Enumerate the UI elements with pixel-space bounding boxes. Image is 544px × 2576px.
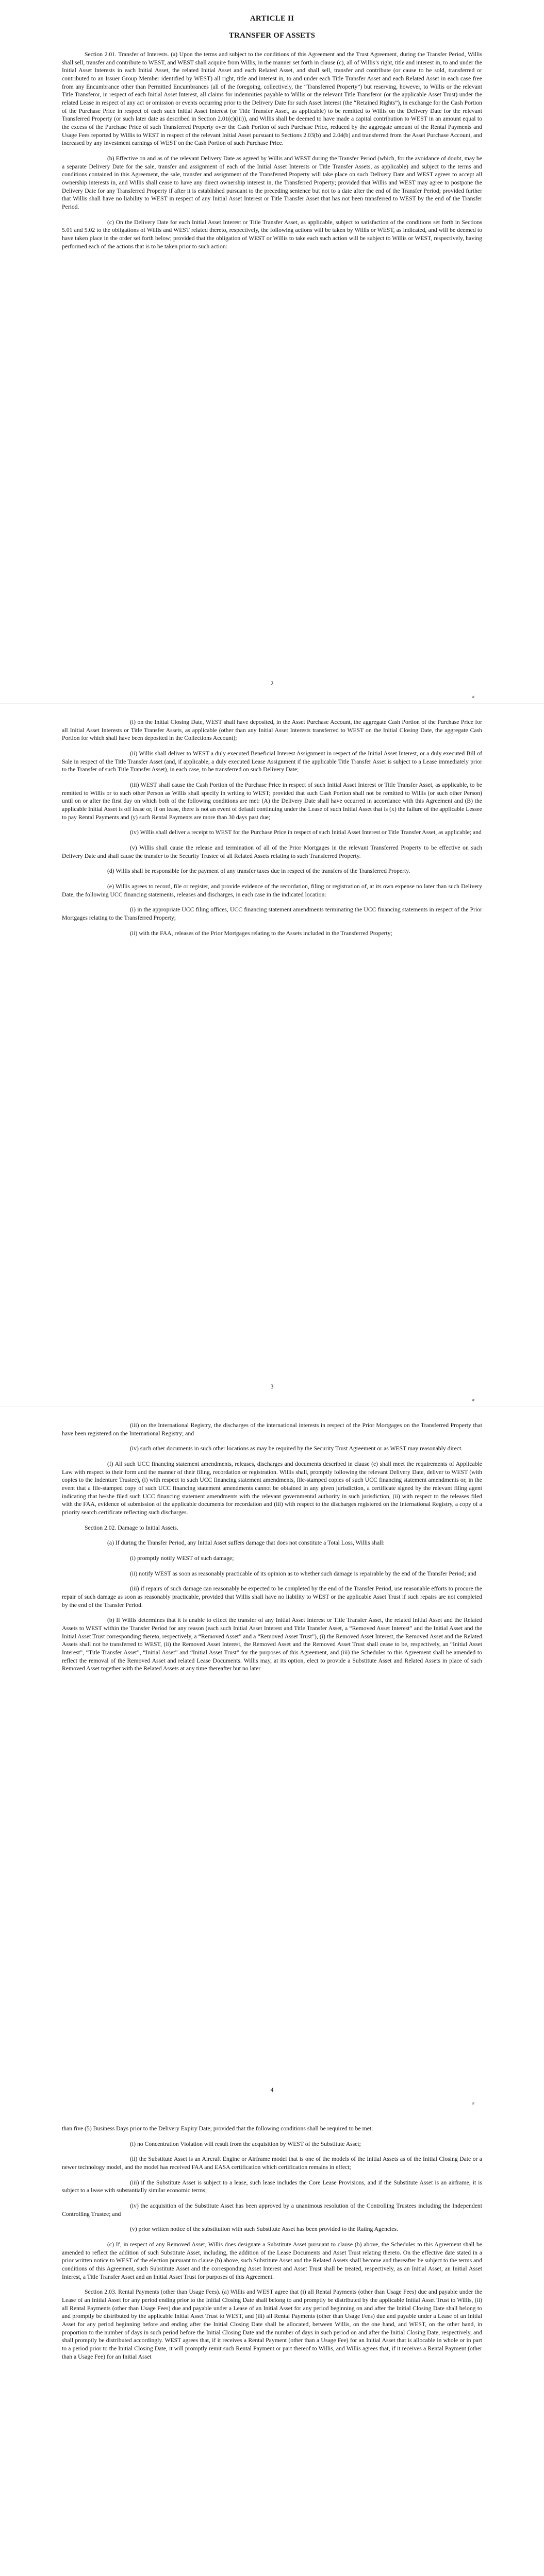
document-code: # (472, 2101, 474, 2106)
subparagraph-iii: (iii) if repairs of such damage can reasonably be expected to be completed by the end of the Transfer Period, use reasonable efforts to procure the repair of such damage as soon as reasonably practicable, provided that Willis shall have no liability to WEST or the applicable Asset Trust if such repairs are not completed by the end of the Transfer Period. (62, 1585, 482, 1608)
page-2 (0, 703, 544, 1406)
subparagraph-iv: (iv) the acquisition of the Substitute Asset has been approved by a unanimous resolution of the Controlling Trustees including the Independent Controlling Trustee; and (62, 2202, 482, 2217)
paragraph-e: (e) Willis agrees to record, file or register, and provide evidence of the recordation, filing or registration of, at its own expense no later than such Delivery Date, the following UCC financing statements, releases and discharges, in each case in the indicated location: (62, 883, 482, 898)
subparagraph-ii: (ii) the Substitute Asset is an Aircraft Engine or Airframe model that is one of the models of the Initial Assets as of the Initial Closing Date or a newer technology model, and the model has received FAA and EASA certification which certification remains in effect; (62, 2156, 482, 2171)
page-1 (0, 0, 544, 703)
subparagraph-i: (i) no Concentration Violation will result from the acquisition by WEST of the Substitute Asset; (130, 2140, 361, 2147)
subparagraph-iii: (iii) WEST shall cause the Cash Portion of the Purchase Price in respect of such Initial Asset Interest or Title Transfer Asset, as applicable, to be remitted to Willis or to such other Person as Willis shall specify in writing to WEST; provided that such Cash Portion shall not be remitted to Willis (or such other Person) until on or after the first day on which both of the following conditions are met: (A) the Delivery Date shall have occurred in accordance with this Agreement and (B) the applicable Initial Asset is off lease or, if on lease, there is not an event of default continuing under the Lease of such Initial Asset that is (x) the failure of the applicable Lessee to pay Rental Payments and (y) such Rental Payments are more than 30 days past due; (62, 782, 482, 821)
paragraph-d: (d) Willis shall be responsible for the payment of any transfer taxes due in respect of the transfers of the Transferred Property. (107, 868, 410, 875)
section-2-01-paragraph: Section 2.01. Transfer of Interests. (a) Upon the terms and subject to the conditions of this Agreement and the Trust Agreement, during the Transfer Period, Willis shall sell, transfer and contribute to WEST, and WEST shall acquire from Willis, in the manner set forth in clause (c), all of Willis’s right, title and interest in, to and under the Initial Asset Interests in each Initial Asset, the related Initial Asset and each Related Asset, and shall sell, transfer and contribute (or cause to be sold, transferred or contributed to an Issuer Group Member identified by WEST) all right, title and interest in, to and under each Title Transfer Asset and each Related Asset in each case free from any Encumbrance other than Permitted Encumbrances (all of the foregoing, collectively, the “Transferred Property”) but reserving, however, to Willis or the relevant Title Transferor, in respect of each Initial Asset Interest, all claims for indemnities payable to Willis or the relevant Title Transferor (or the applicable Asset Trust) under the related Lease in respect of any act or omission or events occurring prior to the Delivery Date for such Asset Interest (the “Retained Rights”), in exchange for the Cash Portion of the Purchase Price in respect of each such Initial Asset Interest (or Title Transfer Asset, as applicable) to be remitted to Willis on the Delivery Date for the relevant Transferred Property (or such later date as described in Section 2.01(c)(iii)), and Willis shall be deemed to have made a capital contribution to WEST in an amount equal to the excess of the Purchase Price of such Transferred Property over the Cash Portion of such Purchase Price, reduced by the aggregate amount of the Rental Payments and Usage Fees reported by Willis to WEST in respect of the relevant Initial Asset pursuant to Sections 2.03(b) and 2.04(b) and transferred from the Asset Purchase Account, and increased by any investment earnings of WEST on the Cash Portion of such Purchase Price. (62, 51, 482, 147)
paragraph-f: (f) All such UCC financing statement amendments, releases, discharges and documents described in clause (e) shall meet the requirements of Applicable Law with respect to their form and the manner of their filing, recordation or registration. Willis shall, promptly following the relevant Delivery Date, deliver to WEST (with copies to the Indenture Trustee), (i) with respect to such UCC financing statement amendments, file-stamped copies of such UCC financing statement amendments or, in the event that a file-stamped copy of such UCC financing statement amendments cannot be obtained in any given jurisdiction, a certificate signed by the relevant filing agent indicating that he/she filed such UCC financing statement amendments with the relevant governmental authority in such jurisdiction, (ii) with respect to the releases filed with the FAA, evidence of submission of the applicable documents for recordation and (iii) with respect to the discharges registered on the International Registry, a copy of a priority search certificate reflecting such discharges. (62, 1461, 482, 1516)
page-number: 2 (270, 681, 274, 687)
subparagraph-iv: (iv) Willis shall deliver a receipt to WEST for the Purchase Price in respect of such Initial Asset Interest or Title Transfer Asset, as applicable; and (130, 829, 482, 836)
paragraph-b: (b) Effective on and as of the relevant Delivery Date as agreed by Willis and WEST during the Transfer Period (which, for the avoidance of doubt, may be a separate Delivery Date for the sale, transfer and assignment of each of the Initial Asset Interests or Title Transfer Assets, as applicable) and subject to the terms and conditions contained in this Agreement, the sale, transfer and assignment of the Transferred Property will take place on such Delivery Date and WEST agrees to accept all ownership interests in, and Willis shall cease to have any direct ownership interest in, the Transferred Property; provided that Willis and WEST may agree to postpone the Delivery Date for any Transferred Property if after it is established pursuant to the preceding sentence but not to a date after the end of the Transfer Period; provided further that Willis shall have no liability to WEST in respect of any Initial Asset Interest or Title Transfer Asset that has not been transferred to WEST by the end of the Transfer Period. (62, 155, 482, 211)
paragraph-c: (c) On the Delivery Date for each Initial Asset Interest or Title Transfer Asset, as applicable, subject to satisfaction of the conditions set forth in Sections 5.01 and 5.02 to the obligations of Willis and WEST related thereto, respectively, the following actions will be taken by Willis or WEST, as indicated, and will be deemed to have taken place in the order set forth below; provided that the obligation of WEST or Willis to take each such action will be subject to Willis or WEST, respectively, having performed each of the actions that is to be taken prior to such action: (62, 218, 482, 250)
subparagraph-ii: (ii) with the FAA, releases of the Prior Mortgages relating to the Assets included in the Transferred Property; (130, 929, 392, 937)
page-number: 3 (270, 1384, 274, 1390)
subparagraph-iii: (iii) if the Substitute Asset is subject to a lease, such lease includes the Core Lease Provisions, and if the Substitute Asset is an airframe, it is subject to a lease with substantially similar economic terms; (62, 2179, 482, 2194)
document-code: # (472, 1398, 474, 1402)
subparagraph-i: (i) in the appropriate UCC filing offices, UCC financing statement amendments terminating the UCC financing statements in respect of the Prior Mortgages relating to the Transferred Property; (62, 906, 482, 922)
subparagraph-iii: (iii) on the International Registry, the discharges of the international interests in respect of the Prior Mortgages on the Transferred Property that have been registered on the International Registry; and (62, 1422, 482, 1437)
subparagraph-v: (v) prior written notice of the substitution with such Substitute Asset has been provided to the Rating Agencies. (130, 2226, 399, 2233)
document-code: # (472, 694, 474, 699)
continuation-paragraph: than five (5) Business Days prior to the Delivery Expiry Date; provided that the following conditions shall be required to be met: (62, 2125, 373, 2132)
subparagraph-i: (i) on the Initial Closing Date, WEST shall have deposited, in the Asset Purchase Account, the aggregate Cash Portion of the Purchase Price for all Initial Asset Interests or Title Transfer Assets, as applicable (other than any Initial Asset Interests transferred to WEST on the Initial Closing Date, the aggregate Cash Portion for which shall have been deposited in the Collections Account); (62, 719, 482, 742)
page-3 (0, 1406, 544, 2110)
article-title: ARTICLE II (250, 14, 294, 23)
section-2-02-heading: Section 2.02. Damage to Initial Assets. (85, 1524, 178, 1531)
subparagraph-iv: (iv) such other documents in such other locations as may be required by the Security Trust Agreement or as WEST may reasonably direct. (130, 1445, 463, 1452)
subparagraph-v: (v) Willis shall cause the release and termination of all of the Prior Mortgages in the relevant Transferred Property to be effective on such Delivery Date and shall cause the transfer to the Security Trustee of all Related Assets relating to such Transferred Property. (62, 844, 482, 859)
article-subtitle: TRANSFER OF ASSETS (228, 31, 316, 40)
subparagraph-ii: (ii) Willis shall deliver to WEST a duly executed Beneficial Interest Assignment in respect of the Initial Asset Interest, or a duly executed Bill of Sale in respect of the Title Transfer Asset (and, if applicable, a duly executed Lease Assignment if the applicable Title Transfer Asset is subject to a Lease immediately prior to the Transfer of such Title Transfer Asset), in each case, to be transferred on such Delivery Date; (62, 750, 482, 773)
paragraph-b: (b) If Willis determines that it is unable to effect the transfer of any Initial Asset Interest or Title Transfer Asset, the related Initial Asset and the Related Assets to WEST within the Transfer Period for any reason (each such Initial Asset Interest and Title Transfer Asset, a “Removed Asset Interest” and the Initial Asset and the Initial Asset Trust corresponding thereto, respectively, a “Removed Asset” and a “Removed Asset Trust”), (i) the Removed Asset Interest, the Removed Asset and the Related Assets shall not be transferred to WEST, (ii) the Removed Asset Interest, the Removed Asset and the Removed Asset Trust shall cease to be, respectively, an “Initial Asset Interest”, “Title Transfer Asset”, “Initial Asset” and “Initial Asset Trust” for the purposes of this Agreement, and (iii) the Schedules to this Agreement shall be amended to reflect the removal of the Removed Asset and related Lease Documents. Willis may, at its option, elect to provide a Substitute Asset and Related Assets in place of such Removed Asset together with the Related Assets at any time thereafter but no later (62, 1617, 482, 1672)
subparagraph-ii: (ii) notify WEST as soon as reasonably practicable of its opinion as to whether such damage is repairable by the end of the Transfer Period; and (130, 1570, 476, 1577)
page-number: 4 (270, 2087, 274, 2093)
section-2-03-paragraph: Section 2.03. Rental Payments (other than Usage Fees). (a) Willis and WEST agree that (i) all Rental Payments (other than Usage Fees) due and payable under the Lease of an Initial Asset for any period ending prior to the Initial Closing Date shall belong to and promptly be distributed by the applicable Initial Asset Trust to Willis, (ii) all Rental Payments (other than Usage Fees) due and payable under a Lease of an Initial Asset for any period beginning on and after the Initial Closing Date shall belong to and promptly be distributed by the applicable Initial Asset Trust to WEST, and (iii) all Rental Payments (other than Usage Fees) due and payable under a Lease of an Initial Asset for any period beginning before and ending after the Initial Closing Date shall be allocated, between Willis, on the one hand, and WEST, on the other hand, in proportion to the number of days in such period before the Initial Closing Date and the number of days in such period on and after the Initial Closing Date, respectively, and shall promptly be distributed accordingly. WEST agrees that, if it receives a Rental Payment (other than a Usage Fee) for an Initial Asset that is allocable in whole or in part to a period prior to the Initial Closing Date, it will promptly remit such Rental Payment or part thereof to Willis, and Willis agrees that, if it receives a Rental Payment (other than a Usage Fee) for an Initial Asset (62, 2289, 482, 2360)
subparagraph-i: (i) promptly notify WEST of such damage; (130, 1555, 234, 1562)
paragraph-a: (a) If during the Transfer Period, any Initial Asset suffers damage that does not constitute a Total Loss, Willis shall: (107, 1539, 385, 1547)
paragraph-c: (c) If, in respect of any Removed Asset, Willis does designate a Substitute Asset pursuant to clause (b) above, the Schedules to this Agreement shall be amended to reflect the addition of such Substitute Asset, including, the addition of the Lease Documents and Asset Trust relating thereto. On the effective date stated in a prior written notice to WEST of the election pursuant to clause (b) above, such Substitute Asset and the Related Assets shall become and thereafter be subject to the terms and conditions of this Agreement, such Substitute Asset and the corresponding Asset Interest and Asset Trust shall be treated, respectively, as an Initial Asset, an Initial Asset Interest, a Title Transfer Asset and an Initial Asset Trust for purposes of this Agreement. (62, 2241, 482, 2280)
page-4 (0, 2110, 544, 2576)
